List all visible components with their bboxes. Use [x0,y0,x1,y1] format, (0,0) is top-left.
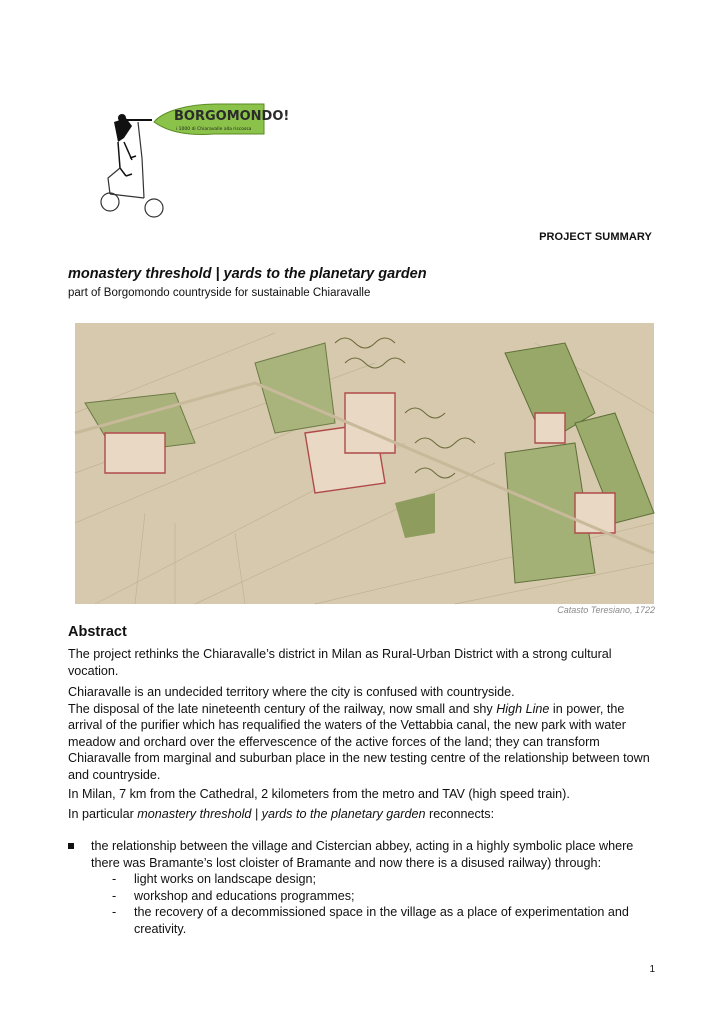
italic-span: monastery threshold | yards to the planetary garden [137,807,426,821]
sub-list [68,871,658,937]
dash-marker: - [112,872,117,887]
sub-list-item [112,904,658,937]
text-span: in power, the arrival of the purifier which has requalified the waters of the Vettabbia canal, the new park with water meadow and orchard over the effervescence of the active forces of the land; they can transform Chiaravalle from marginal and suburban place in the new testing centre of the relationship between town and countryside. [68,701,650,782]
list-item-text: the relationship between the village and Cistercian abbey, acting in a highly symbolic place where there was Bramante’s lost cloister of Bramante and now there is a disused railway) through: [91,839,634,870]
dash-marker: - [112,905,117,920]
logo-tagline-text: i 1000 di Chiaravalle alla riscossa [176,127,252,132]
page-number: 1 [649,964,655,975]
historic-map-image [75,323,654,604]
abstract-paragraph-2-body [68,701,658,784]
dash-marker: - [112,888,117,903]
square-bullet-icon [68,843,74,849]
bullet-list [68,838,658,938]
borgomondo-logo [96,98,290,222]
italic-span: High Line [496,701,550,716]
logo-brand-text: BORGOMONDO! [174,109,290,124]
abstract-paragraph-3: In Milan, 7 km from the Cathedral, 2 kilometers from the metro and TAV (high speed train). [68,787,570,801]
sub-list-item-text: workshop and educations programmes; [134,888,355,903]
figure-caption: Catasto Teresiano, 1722 [557,605,655,615]
sub-list-item [112,871,658,888]
abstract-paragraph-2 [68,684,658,784]
sub-list-item-text: light works on landscape design; [134,872,317,887]
text-span: In particular [68,807,138,821]
sub-list-item-text: the recovery of a decommissioned space in the village as a place of experimentation and creativity. [134,905,629,936]
page-subtitle: part of Borgomondo countryside for sustainable Chiaravalle [68,287,371,299]
abstract-paragraph-1: The project rethinks the Chiaravalle’s district in Milan as Rural-Urban District with a strong cultural vocation. [68,647,612,678]
abstract-heading: Abstract [68,624,127,640]
abstract-paragraph-4 [68,806,658,823]
page-title: monastery threshold | yards to the planetary garden [68,266,427,282]
project-summary-label: PROJECT SUMMARY [539,231,652,243]
abstract-paragraph-2-line-1: Chiaravalle is an undecided territory where the city is confused with countryside. [68,685,515,699]
list-item [68,838,658,871]
text-span: The disposal of the late nineteenth century of the railway, now small and shy [68,701,497,716]
sub-list-item [112,888,658,905]
text-span: reconnects: [425,807,495,821]
